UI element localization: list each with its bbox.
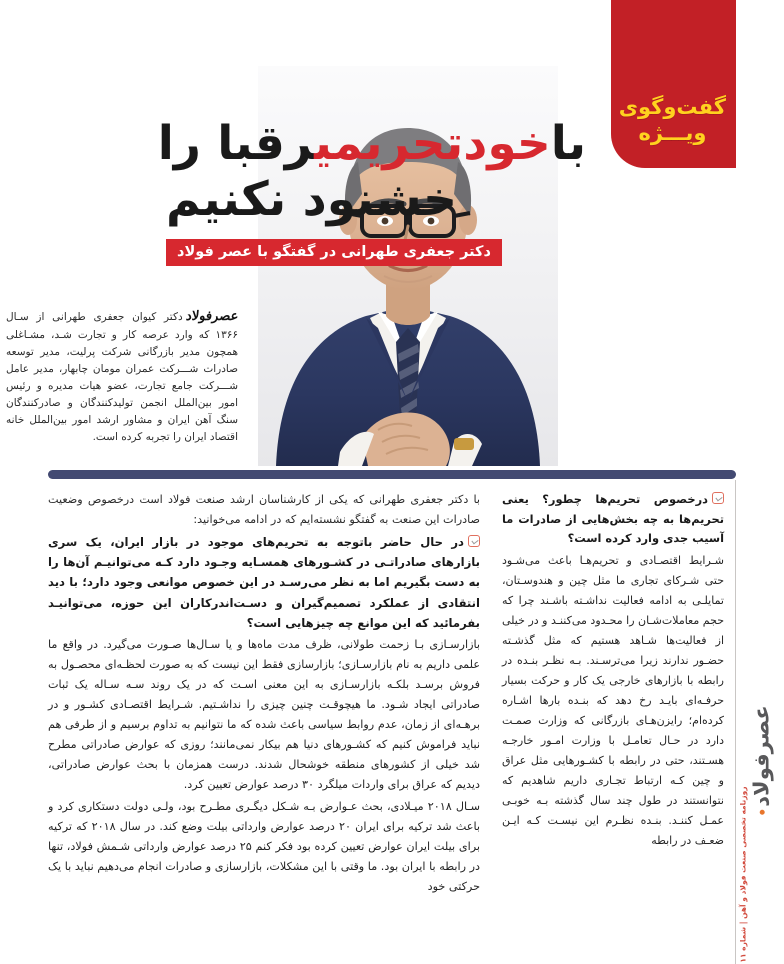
question-marker-icon [468, 535, 480, 547]
answer-paragraph: شـرایط اقتصـادی و تحریم‌هـا باعث می‌شـود حتی شـرکای تجاری ما مثل چین و هندوسـتان، تمایلـی به ادامه فعالیت نداشـته باشـند چرا که حجم معاملات‌شـان را محـدود می‌کننـد و در خیلی از فعالیت‌ها شـاهد هستیم که مثل گذشـته حضـور ندارند زیرا می‌ترسـند. بـه نظـر بنـده در رابطه با بازارهای خارجی یک کار و حرکت بسیار حرفـه‌ای بایـد رخ دهد که بنـده بارها اشـاره کرده‌ام؛ رایزن‌هـای بازرگانی که وزارت صمـت دارد در حـال تعامـل با وزارت امـور خارجـه هسـتند، حتی در رابطه با کشـورهایی مثل عراق و چین کـه ارتباط تجـاری داریم شاهدیم که نتوانستند در طول چند سال گذشته بـه خوبـی عمـل کننـد. بنـده نظـرم این نیسـت کـه ایـن ضعـف در رابطه [502, 553, 724, 848]
brand-signature: عصرفولاد [184, 309, 239, 324]
vertical-issue-caption [738, 786, 771, 963]
headline-subtitle-bar: دکتر جعفری طهرانی در گفتگو با عصر فولاد [166, 239, 502, 266]
question-left-text: درخصوص تحریم‌ها چطور؟ یعنی تحریم‌ها به چه بخش‌هایی از صادرات ما آسیب جدی وارد کرده است؟ [502, 492, 724, 546]
flag-line-1: گفت‌وگوی [618, 94, 726, 119]
vertical-brand-text: عصرفولاد [750, 705, 774, 807]
question-marker-icon [712, 492, 724, 504]
column-left [502, 490, 724, 960]
column-right [48, 490, 480, 960]
special-interview-flag [611, 0, 736, 168]
question-left [502, 490, 724, 549]
question-right-text: در حال حاضر باتوجه به تحریم‌های موجود در بازار ایران، یک سری بازارهای صادراتـی در کشـورهای همسـایه وجـود دارد کـه می‌توانیـم آن‌ها را به دست بگیریم اما به نظر می‌رسـد در این خصوص موانعی وجود دارد؛ با دید انتقادی از عملکرد تصمیم‌گیران و دسـت‌اندرکاران این حوزه، می‌توانیـد بفرمائید که این موانع چه چیزهایی است؟ [48, 534, 480, 630]
hero-masthead [0, 0, 736, 480]
question-right [48, 532, 480, 633]
headline-line-2: خشنود نکنیم [166, 171, 458, 227]
interviewee-bio-text: دکتر کیوان جعفری طهرانی از سـال ۱۳۶۶ که وارد عرصه کار و تجارت شـد، مشـاغلی همچون مدیر بازرگانی شرکت پرلیت، مدیر توسعه صادرات شـــرکت عمران مومان چابهار، مدیر عامل شـــرکت جامع تجارت، عضو هیات مدیره و رئیس امور بین‌الملل انجمن تولیدکنندگان و صادرکنندگان سنگ آهن ایران و مشاور ارشد امور بین‌الملل خانه اقتصاد ایران را تجربه کرده است. [6, 311, 238, 444]
interviewee-bio [6, 306, 238, 446]
answer-paragraph: بازارسـازی بـا زحمت طولانی، ظرف مدت ماه‌ها و یا سـال‌ها صـورت می‌گیرد. در واقع ما علمی داریم به نام بازارسـازی؛ بازارسازی فقط این نیست که به صورت لحظـه‌ای محصـول به فروش برسـد بلکـه بازارسـازی به این معنی اسـت که در یک روند سـه سـاله یک ثبات صادراتی ایجاد شـود. ما هیچوقـت چنین چیزی را نداشـتیم. شـرایط اقتصـادی کشـور و در برهـه‌ای از زمان، عدم روابط سیاسی باعث شده که ما نتوانیم به تداوم برسیم و از طرفی هم نباید فراموش کنیم که کشـورهای دنیا هم بیکار نمی‌مانند؛ روزی که عوارض صادراتی مطرح شد خیلی از کشورهای منطقه خوشحال شدند. درست همزمان با بحث عوارض صادراتی، دیدیم که عراق برای واردات میلگرد ۳۰ درصد عوارض تعیین کرد. [48, 638, 480, 791]
headline-line-1 [157, 116, 586, 171]
article-headline [157, 116, 586, 266]
section-divider [48, 470, 736, 479]
headline-part-red: خودتحریمی [314, 116, 551, 171]
vertical-brand-logo [748, 705, 776, 808]
flag-line-2: ویـــژه [638, 120, 707, 145]
answer-paragraph: سـال ۲۰۱۸ میـلادی، بحث عـوارض بـه شـکل دیگـری مطـرح بود، ولـی دولت دستکاری کرد و باعث شد ترکیه برای ایران ۲۰ درصد عوارض وارداتی بیلت وضع کند. در سال ۲۰۱۸ که ترکیه برای بیلت ایران عوارض تعیین کرده بود فکر کنم ۲۵ درصد عوارض وارداتی شـمش فولاد، تنها در رابطه با ایران بود. ما وقتی با این مشکلات، بازارسازی و صادرات انجام می‌دهیم نباید با یک حرکتی خود [48, 799, 481, 893]
article-body [48, 490, 736, 960]
headline-part-b: رقبا را [157, 116, 315, 171]
vertical-issue-caption-text: روزنامه تخصصی صنعت فولاد و آهن | شماره ۱۱ [738, 786, 748, 963]
intro-paragraph: با دکتر جعفری طهرانی که یکی از کارشناسان ارشد صنعت فولاد است درخصوص وضعیت صادرات این صنعت به گفتگو نشسته‌ایم که در ادامه می‌خوانید: [48, 493, 480, 526]
headline-part-a: با [550, 116, 586, 171]
